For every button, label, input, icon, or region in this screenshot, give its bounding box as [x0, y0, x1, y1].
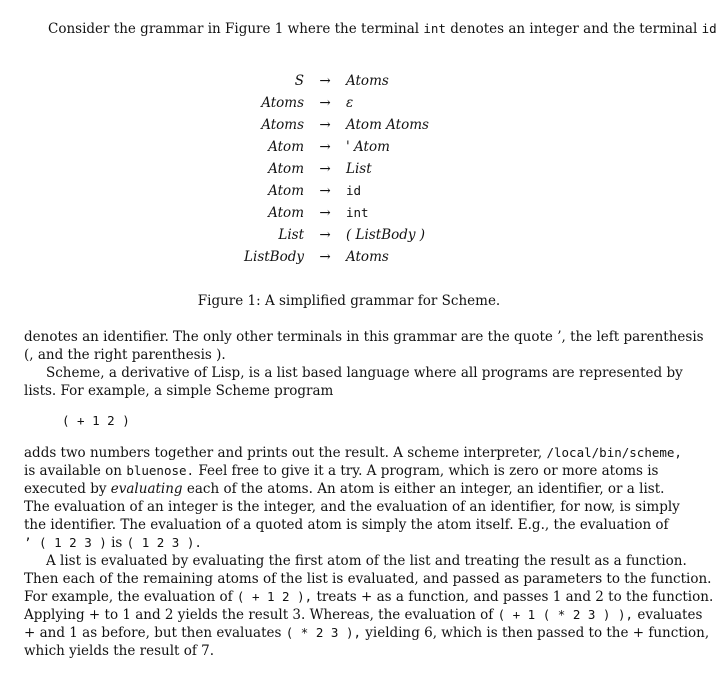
grammar-rule [0, 180, 698, 202]
rule-rhs: Atoms [346, 249, 389, 265]
paragraph-4-line-2: Then each of the remaining atoms of the list is evaluated, and passed as parameters to the function. [24, 571, 712, 587]
rule-lhs: Atom [268, 139, 304, 155]
arrow-icon: → [319, 139, 331, 155]
path-code: /local/bin/scheme, [546, 445, 682, 460]
arrow-icon: → [319, 249, 331, 265]
paragraph-4-line-6: which yields the result of 7. [24, 643, 215, 659]
rule-rhs: Atom Atoms [346, 117, 429, 133]
emphasis-evaluating: evaluating [110, 481, 183, 497]
rule-rhs: ε [346, 95, 354, 111]
paragraph-4-line-3: For example, the evaluation of ( + 1 2 ), treats + as a function, and passes 1 and 2 to the function. [24, 589, 714, 605]
paragraph-2-line-1: Scheme, a derivative of Lisp, is a list based language where all programs are represented by [46, 365, 683, 381]
arrow-icon: → [319, 161, 331, 177]
intro-line [48, 20, 717, 38]
grammar-rule [0, 202, 698, 224]
paragraph-2-line-2: lists. For example, a simple Scheme program [24, 383, 334, 399]
host-code: bluenose. [126, 463, 195, 478]
terminal-int: int [423, 21, 446, 36]
paragraph-1-line-1: denotes an identifier. The only other terminals in this grammar are the quote ’, the left parenthesis [24, 329, 704, 345]
rule-rhs: int [346, 205, 369, 220]
rule-rhs: Atoms [346, 73, 389, 89]
arrow-icon: → [319, 117, 331, 133]
grammar-rule [0, 136, 698, 158]
paragraph-3-line-3: executed by evaluating each of the atoms. An atom is either an integer, an identifier, or a list. [24, 481, 665, 497]
intro-text: Consider the grammar in Figure 1 where the terminal [48, 21, 420, 37]
paragraph-4-line-1: A list is evaluated by evaluating the first atom of the list and treating the result as a function. [46, 553, 687, 569]
paragraph-3-line-4: The evaluation of an integer is the integer, and the evaluation of an identifier, for now, is simply [24, 499, 680, 515]
rule-lhs: Atoms [261, 95, 304, 111]
arrow-icon: → [319, 73, 331, 89]
paragraph-1-line-2: (, and the right parenthesis ). [24, 347, 226, 363]
arrow-icon: → [319, 183, 331, 199]
grammar-rule [0, 246, 698, 268]
rule-rhs: List [346, 161, 372, 177]
rule-rhs: id [346, 183, 362, 198]
figure-caption: Figure 1: A simplified grammar for Scheme. [197, 293, 501, 309]
rule-lhs: Atoms [261, 117, 304, 133]
grammar-rule [0, 92, 698, 114]
rule-rhs: ( ListBody ) [346, 227, 426, 243]
arrow-icon: → [319, 227, 331, 243]
rule-lhs: Atom [268, 161, 304, 177]
grammar-rule [0, 224, 698, 246]
arrow-icon: → [319, 205, 331, 221]
arrow-icon: → [319, 95, 331, 111]
paragraph-3-line-2: is available on bluenose. Feel free to give it a try. A program, which is zero or more atoms is [24, 463, 659, 479]
rule-lhs: Atom [268, 205, 304, 221]
grammar-rule [0, 158, 698, 180]
rule-rhs: ' Atom [346, 139, 390, 155]
grammar-rule [0, 114, 698, 136]
paragraph-4-line-4: Applying + to 1 and 2 yields the result 3. Whereas, the evaluation of ( + 1 ( * 2 3 ) ), evaluates [24, 607, 703, 623]
paragraph-3-line-5: the identifier. The evaluation of a quoted atom is simply the atom itself. E.g., the evaluation of [24, 517, 669, 533]
grammar-rule [0, 70, 698, 92]
paragraph-3-line-6: ’ ( 1 2 3 ) is ( 1 2 3 ). [24, 535, 202, 551]
intro-text-mid: denotes an integer and the terminal [450, 21, 698, 37]
paragraph-3-line-1: adds two numbers together and prints out the result. A scheme interpreter, /local/bin/scheme, [24, 445, 682, 461]
rule-lhs: S [294, 73, 304, 89]
code-example: ( + 1 2 ) [62, 413, 130, 428]
rule-lhs: ListBody [244, 249, 304, 265]
rule-lhs: List [278, 227, 304, 243]
rule-lhs: Atom [268, 183, 304, 199]
paragraph-4-line-5: + and 1 as before, but then evaluates ( * 2 3 ), yielding 6, which is then passed to the + function, [24, 625, 710, 641]
terminal-id: id [701, 21, 717, 36]
